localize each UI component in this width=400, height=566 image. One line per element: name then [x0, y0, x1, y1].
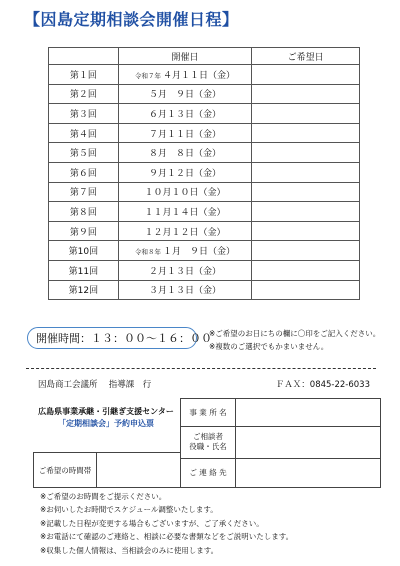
note-line: ※複数のご選択でもかまいません。 [209, 342, 329, 351]
note-line: ※お伺いしたお時間でスケジュール調整いたします。 [40, 505, 218, 515]
contact-label: ご 連 絡 先 [181, 458, 236, 488]
wish-cell[interactable] [252, 221, 360, 241]
schedule-row [49, 280, 360, 300]
session-date [118, 84, 252, 104]
session-number: 第８回 [49, 202, 119, 222]
date-text: ５月 ９日（金） [149, 90, 222, 101]
header-date: 開催日 [118, 48, 252, 65]
form-title-line2: 「定期相談会」予約申込票 [58, 419, 154, 428]
session-number: 第９回 [49, 221, 119, 241]
header-wish: ご希望日 [252, 48, 360, 65]
session-date [118, 241, 252, 261]
schedule-row [49, 241, 360, 261]
wish-cell[interactable] [252, 260, 360, 280]
schedule-row [49, 104, 360, 124]
fax-number: ＦＡＸ：0845-22-6033 [275, 380, 370, 390]
date-text: ４月１１日（金） [163, 70, 236, 81]
form-title [33, 406, 179, 430]
schedule-row [49, 182, 360, 202]
application-form [180, 398, 381, 488]
date-text: １月 ９日（金） [163, 247, 236, 258]
wish-cell[interactable] [252, 123, 360, 143]
date-text: ６月１３日（金） [149, 109, 222, 120]
notes-top [209, 327, 380, 353]
notes-bottom [40, 490, 293, 557]
meeting-time: 開催時間：１３：００～１６：００ [27, 327, 197, 349]
date-text: １１月１４日（金） [144, 207, 226, 218]
wish-cell[interactable] [252, 241, 360, 261]
note-line: ※ご希望のお日にちの欄に〇印をご記入ください。 [209, 329, 381, 338]
wish-cell[interactable] [252, 202, 360, 222]
schedule-header-row [49, 48, 360, 65]
schedule-row [49, 84, 360, 104]
schedule-row [49, 162, 360, 182]
note-line: ※収集した個人情報は、当相談会のみに使用します。 [40, 545, 219, 555]
recipient-line [38, 378, 374, 390]
header-number [49, 48, 119, 65]
session-number: 第12回 [49, 280, 119, 300]
note-line: ※お電話にて確認のご連絡と、相談に必要な書類などをご説明いたします。 [40, 532, 294, 542]
company-label: 事 業 所 名 [181, 399, 236, 426]
session-date [118, 65, 252, 85]
note-line: ※ご希望のお時間をご提示ください。 [40, 492, 167, 501]
session-number: 第５回 [49, 143, 119, 163]
session-number: 第６回 [49, 162, 119, 182]
schedule-row [49, 221, 360, 241]
session-date [118, 202, 252, 222]
session-number: 第３回 [49, 104, 119, 124]
session-number: 第10回 [49, 241, 119, 261]
wish-cell[interactable] [252, 143, 360, 163]
page-title: 【因島定期相談会開催日程】 [24, 10, 239, 29]
session-date [118, 162, 252, 182]
session-date [118, 182, 252, 202]
person-row[interactable] [181, 426, 380, 459]
session-date [118, 123, 252, 143]
session-number: 第２回 [49, 84, 119, 104]
date-text: １０月１０日（金） [144, 188, 226, 199]
wish-cell[interactable] [252, 280, 360, 300]
recipient-name: 因島商工会議所 指導課 行 [38, 380, 152, 390]
session-date [118, 104, 252, 124]
wish-cell[interactable] [252, 65, 360, 85]
session-number: 第７回 [49, 182, 119, 202]
date-text: ２月１３日（金） [149, 266, 222, 277]
session-number: 第４回 [49, 123, 119, 143]
wish-time-label: ご希望の時間帯 [34, 453, 97, 487]
contact-row[interactable] [181, 458, 380, 488]
cut-line [26, 368, 376, 369]
note-line: ※記載した日程が変更する場合もございますが、ご了承ください。 [40, 518, 264, 528]
era-year: 令和８年 [135, 248, 162, 257]
person-label: ご相談者 役職・氏名 [181, 426, 236, 458]
schedule-row [49, 143, 360, 163]
session-date [118, 221, 252, 241]
session-date [118, 280, 252, 300]
wish-cell[interactable] [252, 162, 360, 182]
date-text: ７月１１日（金） [149, 129, 222, 140]
schedule-row [49, 202, 360, 222]
date-text: ９月１２日（金） [149, 168, 222, 179]
date-text: ３月１３日（金） [149, 286, 222, 297]
schedule-row [49, 123, 360, 143]
era-year: 令和７年 [135, 71, 162, 80]
company-row[interactable] [181, 399, 380, 427]
wish-cell[interactable] [252, 104, 360, 124]
wish-cell[interactable] [252, 84, 360, 104]
session-date [118, 143, 252, 163]
date-text: １２月１２日（金） [144, 227, 226, 238]
session-number: 第11回 [49, 260, 119, 280]
session-date [118, 260, 252, 280]
form-title-line1: 広島県事業承継・引継ぎ支援センター [38, 407, 174, 416]
session-number: 第１回 [49, 65, 119, 85]
schedule-row [49, 260, 360, 280]
wish-time-box[interactable] [33, 452, 180, 488]
schedule-row [49, 65, 360, 85]
wish-cell[interactable] [252, 182, 360, 202]
schedule-table [48, 47, 360, 300]
date-text: ８月 ８日（金） [149, 149, 222, 160]
